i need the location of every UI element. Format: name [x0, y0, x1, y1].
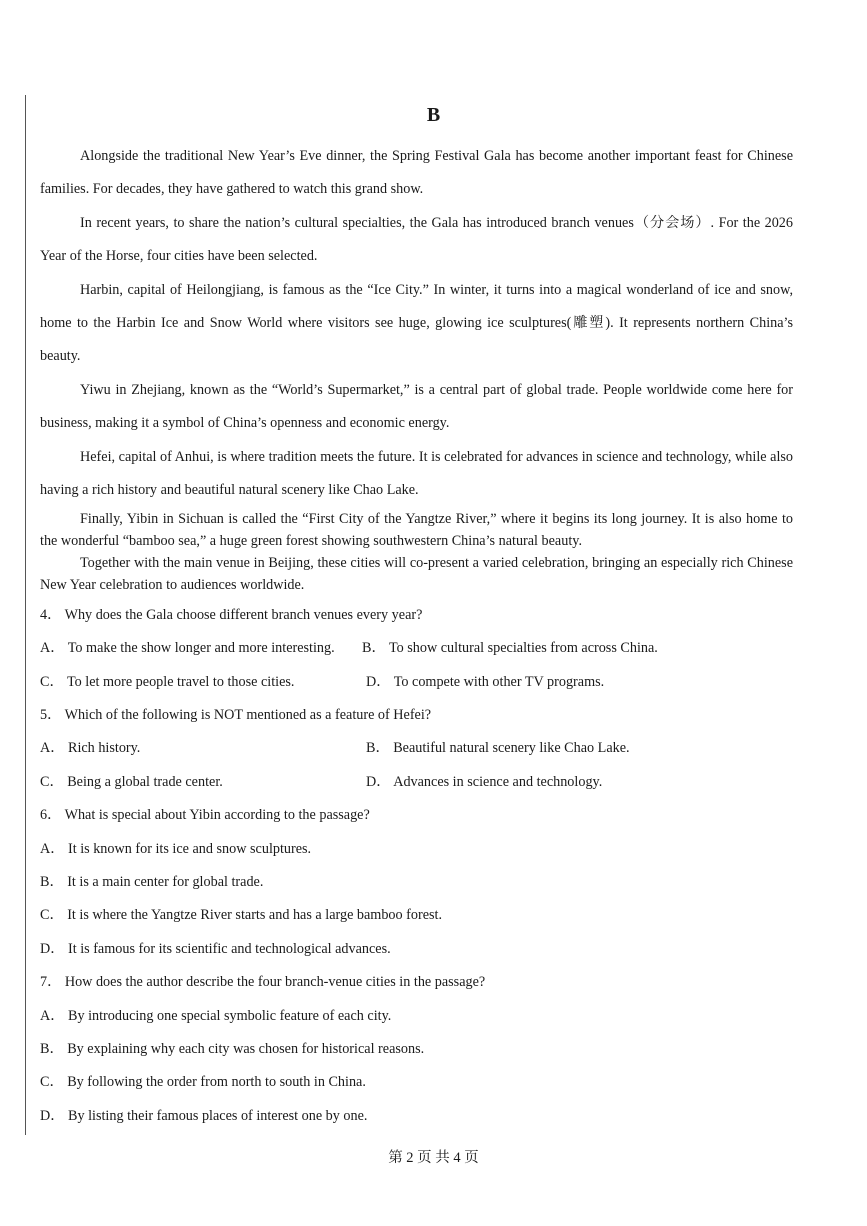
passage-paragraph-6: Finally, Yibin in Sichuan is called the “First City of the Yangtze River,” where it begins its long journey. It is also home to the wonderful “bamboo sea,” a huge green forest showing southwestern China’s natural beauty.: [40, 511, 793, 549]
question-6-option-c[interactable]: C． It is where the Yangtze River starts and has a large bamboo forest.: [40, 907, 443, 923]
passage-paragraph-2: In recent years, to share the nation’s cultural specialties, the Gala has introduced branch venues（分会场）. For the 2026 Year of the Horse, four cities have been selected.: [40, 215, 793, 264]
question-7-option-d[interactable]: D． By listing their famous places of interest one by one.: [40, 1108, 368, 1124]
question-4-option-b[interactable]: B． To show cultural specialties from across China.: [362, 640, 658, 656]
passage-paragraph-7: Together with the main venue in Beijing, these cities will co-present a varied celebration, bringing an especially rich Chinese New Year celebration to audiences worldwide.: [40, 555, 793, 593]
question-6-option-a[interactable]: A． It is known for its ice and snow sculptures.: [40, 841, 312, 857]
section-heading: B: [426, 104, 441, 126]
question-4-option-c[interactable]: C． To let more people travel to those cities.: [40, 674, 295, 690]
passage-paragraph-5: Hefei, capital of Anhui, is where tradition meets the future. It is celebrated for advances in science and technology, while also having a rich history and beautiful natural scenery like Chao Lake.: [40, 449, 793, 498]
question-7-option-b[interactable]: B． By explaining why each city was chosen for historical reasons.: [40, 1041, 425, 1057]
passage-paragraph-4: Yiwu in Zhejiang, known as the “World’s Supermarket,” is a central part of global trade. People worldwide come here for business, making it a symbol of China’s openness and economic energy.: [40, 382, 793, 431]
question-5-option-d[interactable]: D． Advances in science and technology.: [366, 774, 603, 790]
question-7-option-a[interactable]: A． By introducing one special symbolic feature of each city.: [40, 1008, 392, 1024]
question-6-option-d[interactable]: D． It is famous for its scientific and technological advances.: [40, 941, 391, 957]
question-5-option-a[interactable]: A． Rich history.: [40, 740, 141, 756]
question-7-option-c[interactable]: C． By following the order from north to south in China.: [40, 1074, 366, 1090]
question-4-option-a[interactable]: A． To make the show longer and more interesting.: [40, 640, 335, 656]
question-7-stem: 7． How does the author describe the four branch-venue cities in the passage?: [40, 974, 486, 990]
question-6-stem: 6． What is special about Yibin according to the passage?: [40, 807, 370, 823]
question-5-option-b[interactable]: B． Beautiful natural scenery like Chao Lake.: [366, 740, 630, 756]
question-5-stem: 5． Which of the following is NOT mentioned as a feature of Hefei?: [40, 707, 432, 723]
question-4-stem: 4． Why does the Gala choose different branch venues every year?: [40, 607, 423, 623]
page-footer: 第 2 页 共 4 页: [388, 1150, 479, 1166]
question-5-option-c[interactable]: C． Being a global trade center.: [40, 774, 223, 790]
margin-rule: [25, 95, 26, 1135]
passage-paragraph-1: Alongside the traditional New Year’s Eve dinner, the Spring Festival Gala has become another important feast for Chinese families. For decades, they have gathered to watch this grand show.: [40, 148, 793, 197]
question-4-option-d[interactable]: D． To compete with other TV programs.: [366, 674, 605, 690]
passage-paragraph-3: Harbin, capital of Heilongjiang, is famous as the “Ice City.” In winter, it turns into a magical wonderland of ice and snow, home to the Harbin Ice and Snow World where visitors see huge, glowing ice sculptures(雕塑). It represents northern China’s beauty.: [40, 282, 793, 364]
question-6-option-b[interactable]: B． It is a main center for global trade.: [40, 874, 264, 890]
